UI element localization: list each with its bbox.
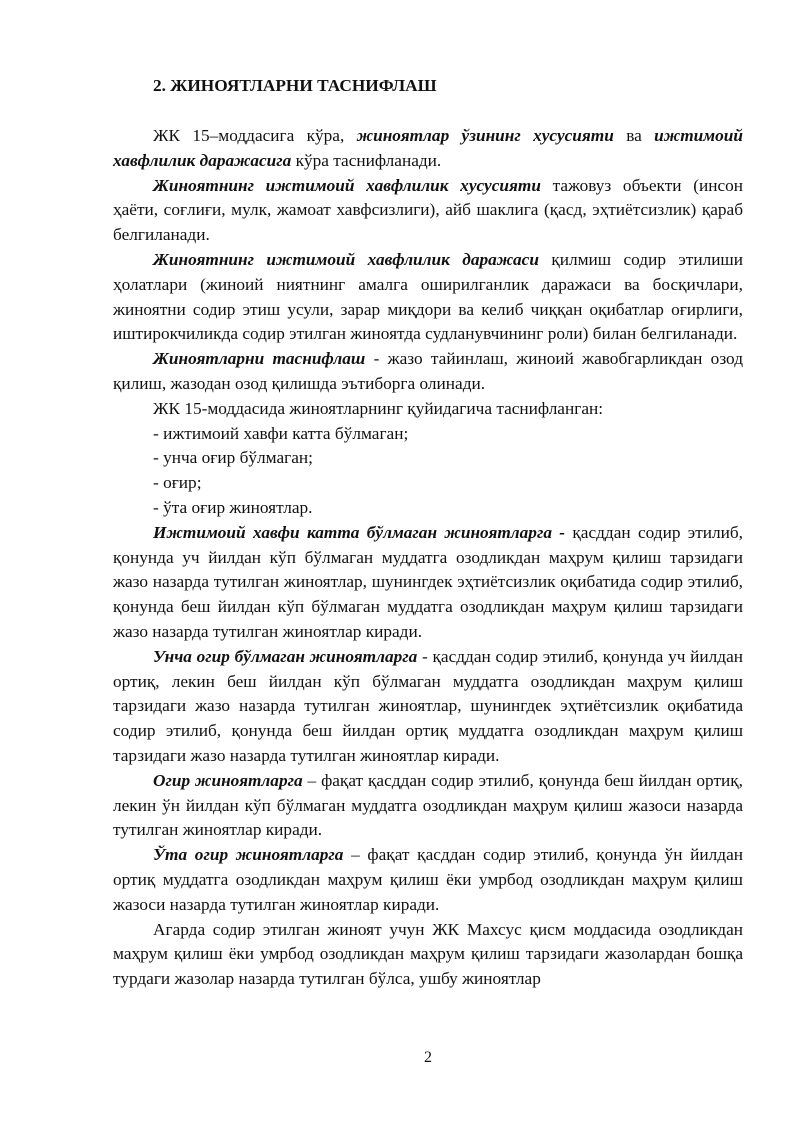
intro-text-a: ЖК 15–моддасига кўра,: [153, 126, 357, 145]
intro-term-degree: ижтимоий хавфлилик даражасига: [113, 126, 743, 170]
paragraph-other-punishments: Агарда содир этилган жиноят учун ЖК Махсус қисм моддасида озодликдан маҳрум қилиш ёки умрбод озодликдан маҳрум қилиш тарзидаги жазолардан бошқа турдаги жазолар назарда тутилган бўлса, ушбу жиноятлар: [113, 919, 743, 989]
text-less-grave-crimes: - қасддан содир этилиб, қонунда уч йилдан ортиқ, лекин беш йилдан кўп бўлмаган муддатга озодликдан маҳрум қилиш тарзидаги жазо назарда тутилган жиноятлар, шунингдек эҳтиётсизлик оқибатида содир этилиб, қонунда беш йилдан ортиқ муддатга озодликдан маҳрум қилиш тарзидаги жазо назарда тутилган жиноятлар киради.: [113, 646, 743, 765]
paragraph-intro: [113, 124, 743, 174]
paragraph-danger-degree: [113, 248, 743, 347]
section-heading: 2. ЖИНОЯТЛАРНИ ТАСНИФЛАШ: [153, 76, 437, 95]
list-item-grave: - оғир;: [153, 473, 202, 493]
document-body: [113, 124, 743, 992]
list-item-less-grave: - унча оғир бўлмаган;: [153, 448, 313, 468]
paragraph-minor-crimes: [113, 521, 743, 645]
text-especially-grave-crimes: – фақат қасддан содир этилиб, қонунда ўн йилдан ортиқ муддатга озодликдан маҳрум қилиш ёки умрбод озодликдан маҳрум қилиш жазоси назарда тутилган жиноятлар киради.: [113, 845, 743, 914]
paragraph-especially-grave-crimes: [113, 843, 743, 917]
text-grave-crimes: – фақат қасддан содир этилиб, қонунда беш йилдан ортиқ, лекин ўн йилдан кўп бўлмаган муддатга озодликдан маҳрум қилиш жазоси назарда тутилган жиноятлар киради.: [113, 770, 743, 840]
text-danger-nature: тажовуз объекти (инсон ҳаёти, соғлиғи, мулк, жамоат хавфсизлиги), айб шаклига (қасд, эҳтиётсизлик) қараб белгиланади.: [113, 175, 743, 245]
term-less-grave-crimes: Унча огир бўлмаган жиноятларга: [153, 646, 418, 666]
intro-text-e: кўра таснифланади.: [291, 150, 442, 170]
term-grave-crimes: Огир жиноятларга: [153, 770, 303, 790]
text-danger-degree: қилмиш содир этилиши ҳолатлари (жиноий ниятнинг амалга оширилганлик даражаси ва босқичлари, жиноятни содир этиш усули, зарар миқдори ва келиб чиққан оқибатлар оғирлиги, иштирокчиликда содир этилган жиноятда судланувчининг роли) билан белгиланади.: [113, 249, 743, 344]
intro-text-c: ва: [613, 126, 655, 145]
term-danger-nature: Жиноятнинг ижтимоий хавфлилик хусусияти: [153, 175, 541, 195]
list-item-especially-grave: - ўта оғир жиноятлар.: [153, 497, 313, 517]
paragraph-grave-crimes: [113, 769, 743, 843]
term-minor-crimes: Ижтимоий хавфи катта бўлмаган жиноятларга -: [153, 522, 566, 542]
intro-term-nature: жиноятлар ўзининг хусусияти: [356, 126, 614, 145]
term-danger-degree: Жиноятнинг ижтимоий хавфлилик даражаси: [153, 249, 539, 269]
list-item-minor: - ижтимоий хавфи катта бўлмаган;: [153, 423, 409, 443]
paragraph-article-15: ЖК 15-моддасида жиноятларнинг қуйидагича таснифланган:: [153, 398, 604, 418]
paragraph-less-grave-crimes: [113, 645, 743, 769]
text-minor-crimes: қасддан содир этилиб, қонунда уч йилдан кўп бўлмаган муддатга озодликдан маҳрум қилиш тарзидаги жазо назарда тутилган жиноятлар, шунингдек эҳтиётсизлик оқибатида содир этилиб, қонунда беш йилдан кўп бўлмаган муддатга озодликдан маҳрум қилиш тарзидаги жазо назарда тутилган жиноятлар киради.: [113, 522, 744, 641]
page-number: 2: [424, 1049, 432, 1066]
term-especially-grave-crimes: Ўта огир жиноятларга: [153, 845, 344, 865]
paragraph-classification: [113, 347, 743, 397]
text-classification: - жазо тайинлаш, жиноий жавобгарликдан озод қилиш, жазодан озод қилишда эътиборга олинади.: [113, 349, 743, 393]
paragraph-danger-nature: [113, 174, 743, 248]
term-classification: Жиноятларни таснифлаш: [153, 349, 366, 369]
